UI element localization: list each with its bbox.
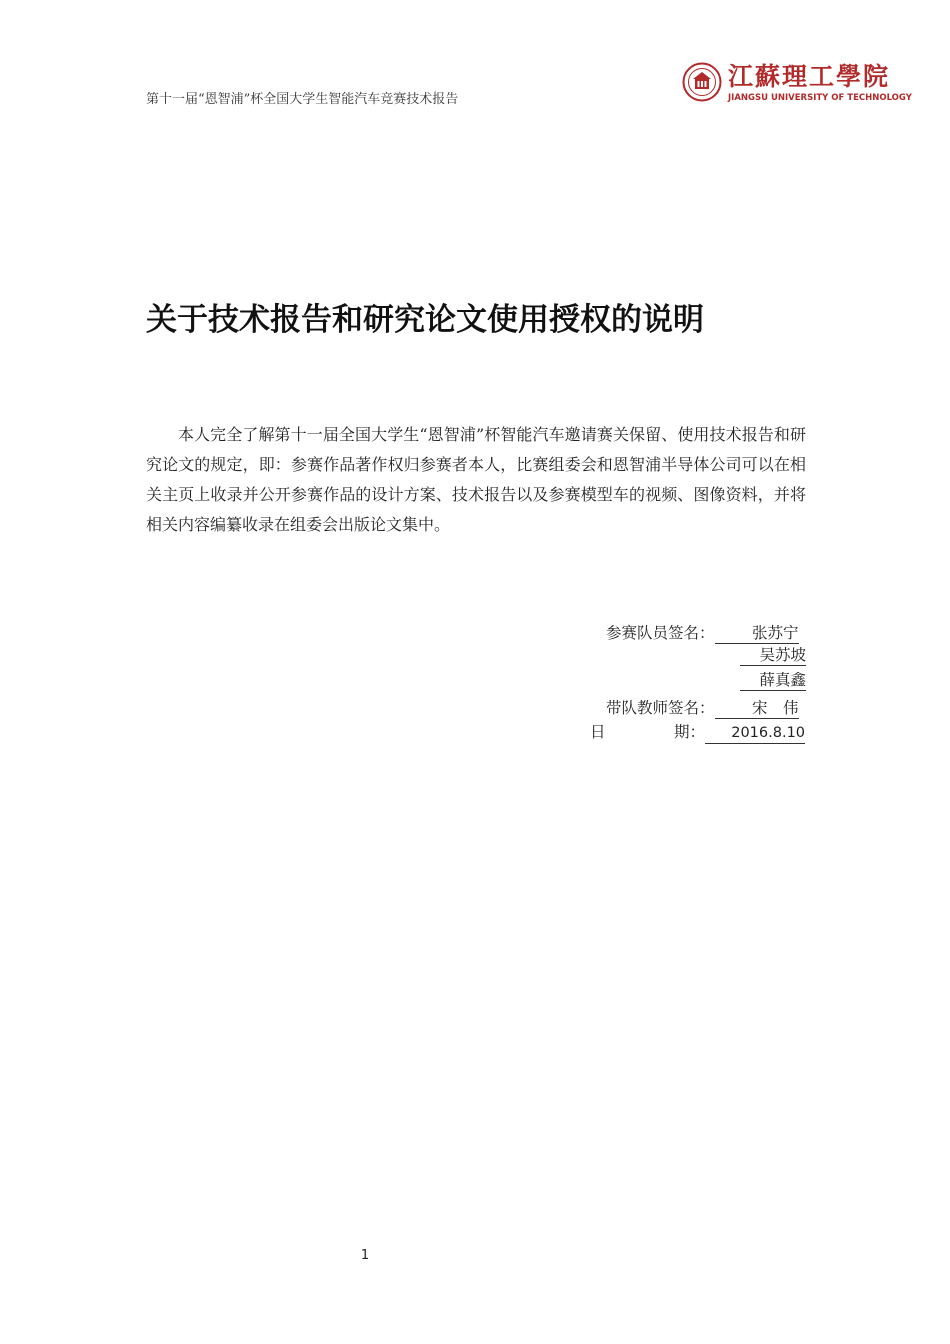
member-signature-row-2 [740,646,806,666]
member-signature-row-1 [606,621,799,644]
running-header: 第十一届“恩智浦”杯全国大学生智能汽车竞赛技术报告 [146,92,459,107]
date-label-period: 期： [674,723,706,741]
teacher-name: 宋 伟 [715,699,799,719]
member-signature-label: 参赛队员签名： [606,624,715,642]
member-name-1: 张苏宁 [715,624,799,644]
authorization-paragraph: 本人完全了解第十一届全国大学生“恩智浦”杯智能汽车邀请赛关保留、使用技术报告和研究论文的规定，即：参赛作品著作权归参赛者本人，比赛组委会和恩智浦半导体公司可以在相关主页上收录并公开参赛作品的设计方案、技术报告以及参赛模型车的视频、图像资料，并将相关内容编纂收录在组委会出版论文集中。 [146,425,806,534]
logo-english-name: JIANGSU UNIVERSITY OF TECHNOLOGY [728,93,912,103]
university-logo [682,62,912,108]
teacher-signature-row [606,696,799,719]
member-name-3: 薛真鑫 [740,671,806,691]
document-title: 关于技术报告和研究论文使用授权的说明 [146,302,704,338]
page-number: 1 [360,1248,370,1263]
member-signature-row-3 [740,671,806,691]
logo-chinese-name: 江蘇理工學院 [728,62,891,91]
date-value: 2016.8.10 [705,724,805,744]
date-label-day: 日 [590,723,606,741]
date-value-row [674,720,805,744]
date-row [590,720,606,742]
teacher-signature-label: 带队教师签名： [606,699,715,717]
member-name-2: 吴苏坡 [740,646,806,666]
university-seal-icon [682,62,722,102]
